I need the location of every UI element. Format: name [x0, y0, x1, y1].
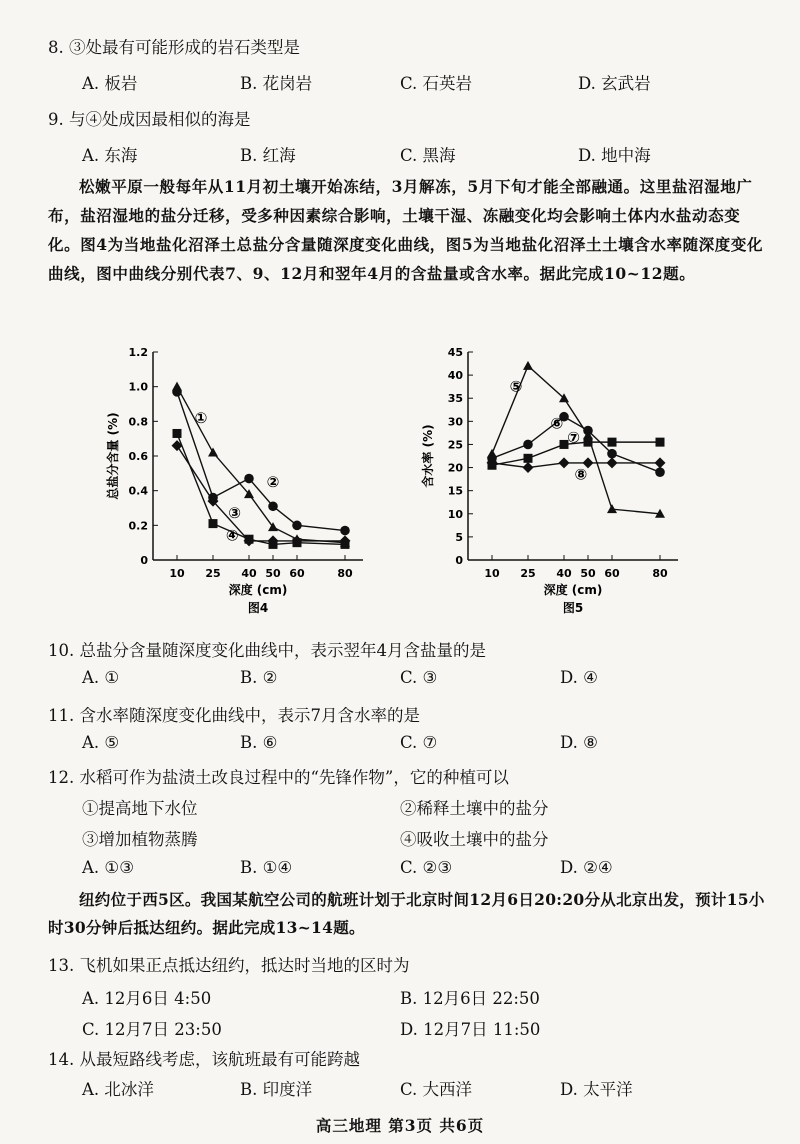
q10-option-d[interactable]: D. ④	[560, 668, 598, 687]
q13-stem: 13. 飞机如果正点抵达纽约，抵达时当地的区时为	[48, 956, 410, 975]
fig4-series-label-0: ①	[194, 408, 208, 427]
q8-option-b[interactable]: B. 花岗岩	[240, 74, 313, 93]
fig4-series-label-1: ②	[266, 473, 280, 491]
q10-stem: 10. 总盐分含量随深度变化曲线中，表示翌年4月含盐量的是	[48, 641, 486, 660]
fig4-series-1-point-3	[268, 501, 278, 511]
fig5-xtick-label-4: 60	[604, 567, 620, 580]
q13-option-d[interactable]: D. 12月7日 11:50	[400, 1020, 541, 1039]
fig5-ytick-label-0: 0	[455, 554, 463, 567]
fig4-series-2-point-0	[173, 429, 182, 438]
q12-choice-1: ①提高地下水位	[82, 799, 198, 818]
q11-option-a[interactable]: A. ⑤	[82, 733, 120, 752]
fig4-xtick-label-5: 80	[337, 567, 353, 580]
q9-option-b[interactable]: B. 红海	[240, 146, 296, 165]
fig5-series-1-point-5	[655, 467, 665, 477]
q11-option-b[interactable]: B. ⑥	[240, 733, 278, 752]
q14-option-c[interactable]: C. 大西洋	[400, 1080, 473, 1099]
fig5-series-1-point-3	[583, 426, 593, 436]
fig5-ytick-label-4: 20	[447, 461, 463, 475]
fig4-series-label-2: ③	[228, 504, 241, 523]
fig5-xtick-label-3: 50	[580, 567, 596, 580]
q14-option-b[interactable]: B. 印度洋	[240, 1080, 313, 1099]
fig4-series-2-point-1	[209, 519, 218, 528]
q12-option-d[interactable]: D. ②④	[560, 858, 613, 877]
fig5-ytick-label-8: 40	[447, 369, 463, 383]
q12-stem: 12. 水稻可作为盐渍土改良过程中的“先锋作物”，它的种植可以	[48, 768, 509, 787]
fig4-series-0-point-1	[208, 448, 218, 457]
q11-option-d[interactable]: D. ⑧	[560, 733, 598, 752]
fig4-series-1-point-0	[172, 387, 182, 397]
q9-option-c[interactable]: C. 黑海	[400, 146, 456, 165]
fig5-series-3-point-4	[607, 457, 618, 468]
page-footer: 高三地理 第3页 共6页	[315, 1116, 485, 1135]
fig4-xtick-label-1: 25	[205, 567, 221, 580]
fig5-series-1-point-1	[523, 440, 533, 450]
fig4-ytick-label-6: 1.2	[128, 346, 148, 359]
fig4-ytick-label-5: 1.0	[128, 380, 148, 394]
q8-stem: 8. ③处最有可能形成的岩石类型是	[48, 38, 300, 57]
fig5-ylabel: 含水率 (%)	[421, 424, 435, 488]
fig5-series-label-0: ⑤	[509, 377, 523, 396]
fig5-ytick-label-6: 30	[447, 415, 463, 429]
figure-5-water-content-chart	[410, 340, 710, 615]
q9-stem: 9. 与④处成因最相似的海是	[48, 110, 251, 129]
fig5-series-0-point-1	[523, 361, 533, 370]
q9-option-d[interactable]: D. 地中海	[578, 146, 651, 165]
q11-stem: 11. 含水率随深度变化曲线中，表示7月含水率的是	[48, 706, 420, 725]
q10-option-c[interactable]: C. ③	[400, 668, 438, 687]
fig5-series-3-point-1	[523, 462, 534, 473]
fig5-ytick-label-7: 35	[447, 392, 463, 406]
fig4-ylabel: 总盐分含量 (%)	[106, 412, 120, 500]
fig5-series-3-point-5	[655, 457, 666, 468]
fig5-xtick-label-1: 25	[520, 567, 536, 580]
fig5-series-2-point-5	[656, 438, 665, 447]
q12-option-a[interactable]: A. ①③	[82, 858, 134, 877]
q12-choice-2: ②稀释土壤中的盐分	[400, 799, 549, 818]
fig4-xtick-label-2: 40	[241, 567, 257, 580]
fig4-series-1-point-2	[244, 474, 254, 484]
fig5-xlabel: 深度 (cm)	[543, 583, 603, 597]
fig4-ytick-label-2: 0.4	[128, 484, 148, 498]
q9-option-a[interactable]: A. 东海	[82, 146, 138, 165]
fig5-series-label-1: ⑥	[550, 414, 564, 433]
fig5-title: 图5	[562, 601, 584, 615]
fig4-ytick-label-3: 0.6	[128, 450, 148, 463]
q14-option-a[interactable]: A. 北冰洋	[82, 1080, 154, 1099]
q8-option-d[interactable]: D. 玄武岩	[578, 74, 651, 93]
fig5-ytick-label-3: 15	[447, 484, 463, 498]
q13-option-c[interactable]: C. 12月7日 23:50	[82, 1020, 222, 1039]
q12-option-c[interactable]: C. ②③	[400, 858, 453, 877]
fig5-series-2-point-3	[584, 438, 593, 447]
fig5-series-3-point-2	[559, 457, 570, 468]
q13-option-a[interactable]: A. 12月6日 4:50	[82, 989, 212, 1008]
fig4-series-1-point-5	[340, 526, 350, 536]
fig4-xtick-label-0: 10	[169, 567, 185, 580]
fig4-xtick-label-3: 50	[265, 567, 281, 580]
q10-option-a[interactable]: A. ①	[82, 668, 120, 687]
fig4-xtick-label-4: 60	[289, 567, 305, 580]
fig5-xtick-label-0: 10	[484, 567, 500, 580]
fig5-ytick-label-1: 5	[455, 530, 463, 544]
fig4-title: 图4	[247, 601, 269, 615]
fig5-ytick-label-2: 10	[447, 507, 463, 521]
q13-option-b[interactable]: B. 12月6日 22:50	[400, 989, 540, 1008]
fig5-series-2-point-1	[524, 454, 533, 463]
q12-choice-4: ④吸收土壤中的盐分	[400, 830, 549, 849]
fig4-ytick-label-0: 0	[140, 554, 148, 567]
fig5-xtick-label-5: 80	[652, 567, 668, 580]
passage-salt-marsh: 松嫩平原一般每年从11月初土壤开始冻结，3月解冻，5月下旬才能全部融通。这里盐沼湿地广布，盐沼湿地的盐分迁移，受多种因素综合影响，土壤干湿、冻融变化均会影响土体内水盐动态变化。图4为当地盐化沼泽土总盐分含量随深度变化曲线，图5为当地盐化沼泽土土壤含水率随深度变化曲线，图中曲线分别代表7、9、12月和翌年4月的含盐量或含水率。据此完成10~12题。	[48, 177, 764, 283]
q10-option-b[interactable]: B. ②	[240, 668, 278, 687]
q14-stem: 14. 从最短路线考虑，该航班最有可能跨越	[48, 1050, 360, 1069]
fig5-ytick-label-5: 25	[447, 438, 463, 452]
fig5-series-1-point-4	[607, 449, 617, 459]
passage-flight: 纽约位于西5区。我国某航空公司的航班计划于北京时间12月6日20:20分从北京出发，预计15小时30分钟后抵达纽约。据此完成13~14题。	[48, 890, 765, 937]
fig4-series-1-point-4	[292, 521, 302, 531]
fig5-series-label-3: ⑧	[574, 465, 588, 484]
q12-option-b[interactable]: B. ①④	[240, 858, 293, 877]
fig5-xtick-label-2: 40	[556, 567, 572, 580]
fig5-series-2-point-4	[608, 438, 617, 447]
fig5-series-label-2: ⑦	[567, 428, 580, 447]
q11-option-c[interactable]: C. ⑦	[400, 733, 438, 752]
q8-option-c[interactable]: C. 石英岩	[400, 74, 473, 93]
q12-choice-3: ③增加植物蒸腾	[82, 830, 198, 849]
fig5-ytick-label-9: 45	[447, 346, 463, 359]
fig4-xlabel: 深度 (cm)	[228, 583, 288, 597]
q14-option-d[interactable]: D. 太平洋	[560, 1080, 633, 1099]
fig4-series-label-3: ④	[225, 526, 239, 545]
fig4-ytick-label-4: 0.8	[128, 415, 148, 429]
q8-option-a[interactable]: A. 板岩	[82, 74, 138, 93]
figure-4-salt-content-chart	[95, 340, 395, 615]
fig4-ytick-label-1: 0.2	[128, 519, 148, 533]
fig5-series-0-point-4	[607, 504, 617, 513]
